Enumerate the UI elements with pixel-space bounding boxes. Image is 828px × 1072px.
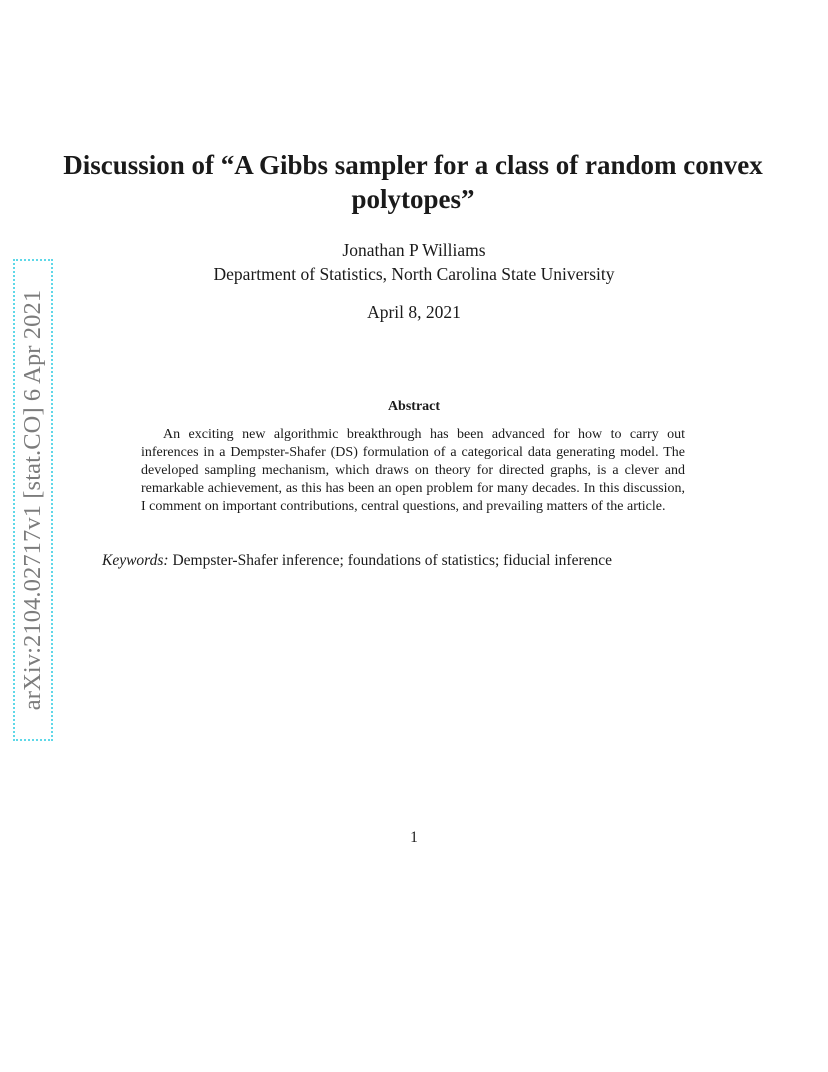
arxiv-stamp[interactable] bbox=[13, 259, 53, 741]
keywords-line bbox=[102, 551, 742, 571]
keywords-text: Dempster-Shafer inference; foundations of statistics; fiducial inference bbox=[172, 552, 613, 569]
abstract-body: An exciting new algorithmic breakthrough has been advanced for how to carry out inferences in a Dempster-Shafer (DS) formulation of a categorical data generating model. The developed sampling mechanism, which draws on theory for directed graphs, is a clever and remarkable achievement, as this has been an open problem for many decades. In this discussion, I comment on important contributions, central questions, and prevailing matters of the article. bbox=[141, 427, 685, 514]
author-name: Jonathan P Williams bbox=[342, 240, 486, 260]
author-affiliation: Department of Statistics, North Carolina State University bbox=[213, 264, 615, 284]
page-number: 1 bbox=[410, 829, 418, 846]
abstract-heading: Abstract bbox=[387, 399, 441, 414]
paper-date: April 8, 2021 bbox=[367, 302, 461, 322]
paper-title: Discussion of “A Gibbs sampler for a class of random convex polytopes” bbox=[63, 150, 763, 214]
keywords-label: Keywords: bbox=[102, 552, 169, 569]
arxiv-stamp-text: arXiv:2104.02717v1 [stat.CO] 6 Apr 2021 bbox=[19, 289, 46, 711]
